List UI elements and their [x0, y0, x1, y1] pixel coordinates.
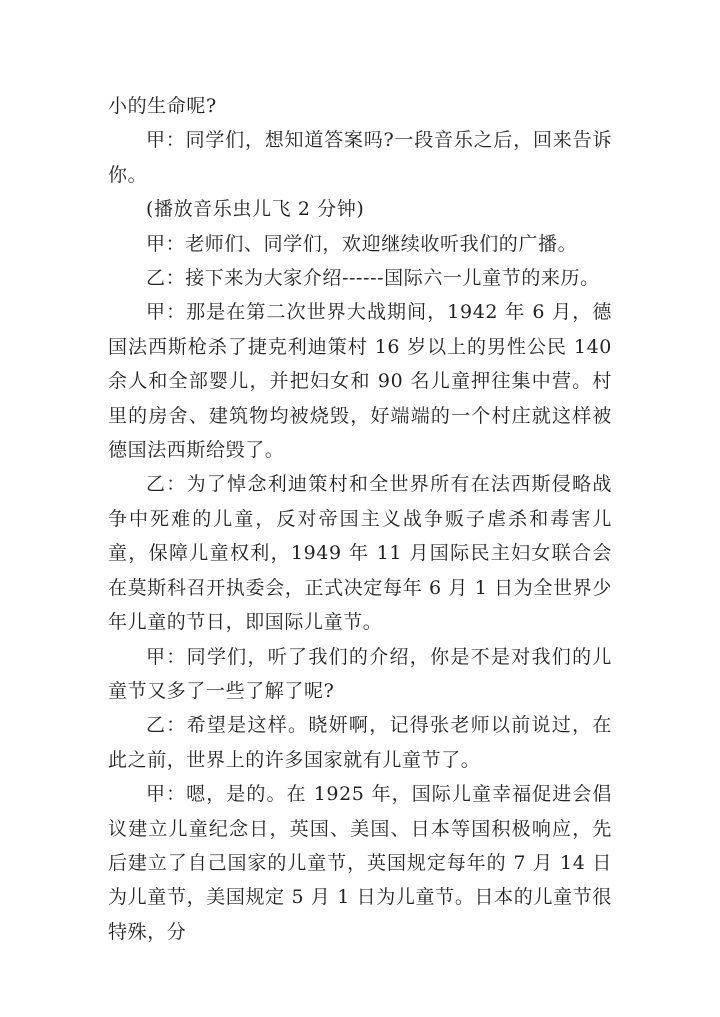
paragraph-jia-answer-prompt: 甲：同学们，想知道答案吗?一段音乐之后，回来告诉你。	[108, 129, 612, 186]
document-body	[108, 89, 612, 949]
paragraph-jia-welcome-back: 甲：老师们、同学们，欢迎继续收听我们的广播。	[146, 232, 578, 255]
paragraph-yi-commemoration: 乙：为了悼念利迪策村和全世界所有在法西斯侵略战争中死难的儿童，反对帝国主义战争贩子虐杀和毒害儿童，保障儿童权利，1949 年 11 月国际民主妇女联合会在莫斯科召开执委会，正式决定每年 6 月 1 日为全世界少年儿童的节日，即国际儿童节。	[108, 473, 612, 634]
paragraph-music-note: (播放音乐虫儿飞 2 分钟)	[146, 198, 365, 221]
paragraph-jia-history: 甲：那是在第二次世界大战期间，1942 年 6 月，德国法西斯枪杀了捷克利迪策村 16 岁以上的男性公民 140 余人和全部婴儿，并把妇女和 90 名儿童押往集中营。村里的房舍、建筑物均被烧毁，好端端的一个村庄就这样被德国法西斯给毁了。	[108, 301, 612, 462]
paragraph-yi-reply: 乙：希望是这样。晓妍啊，记得张老师以前说过，在此之前，世界上的许多国家就有儿童节了。	[108, 714, 612, 771]
paragraph-jia-question: 甲：同学们，听了我们的介绍，你是不是对我们的儿童节又多了一些了解了呢?	[108, 645, 612, 702]
paragraph-continuation: 小的生命呢?	[108, 95, 217, 117]
paragraph-jia-other-countries: 甲：嗯，是的。在 1925 年，国际儿童幸福促进会倡议建立儿童纪念日，英国、美国、日本等国积极响应，先后建立了自己国家的儿童节，英国规定每年的 7 月 14 日为儿童节，美国规定 5 月 1 日为儿童节。日本的儿童节很特殊，分	[108, 783, 612, 943]
paragraph-yi-introduction: 乙：接下来为大家介绍------国际六一儿童节的来历。	[146, 267, 600, 290]
